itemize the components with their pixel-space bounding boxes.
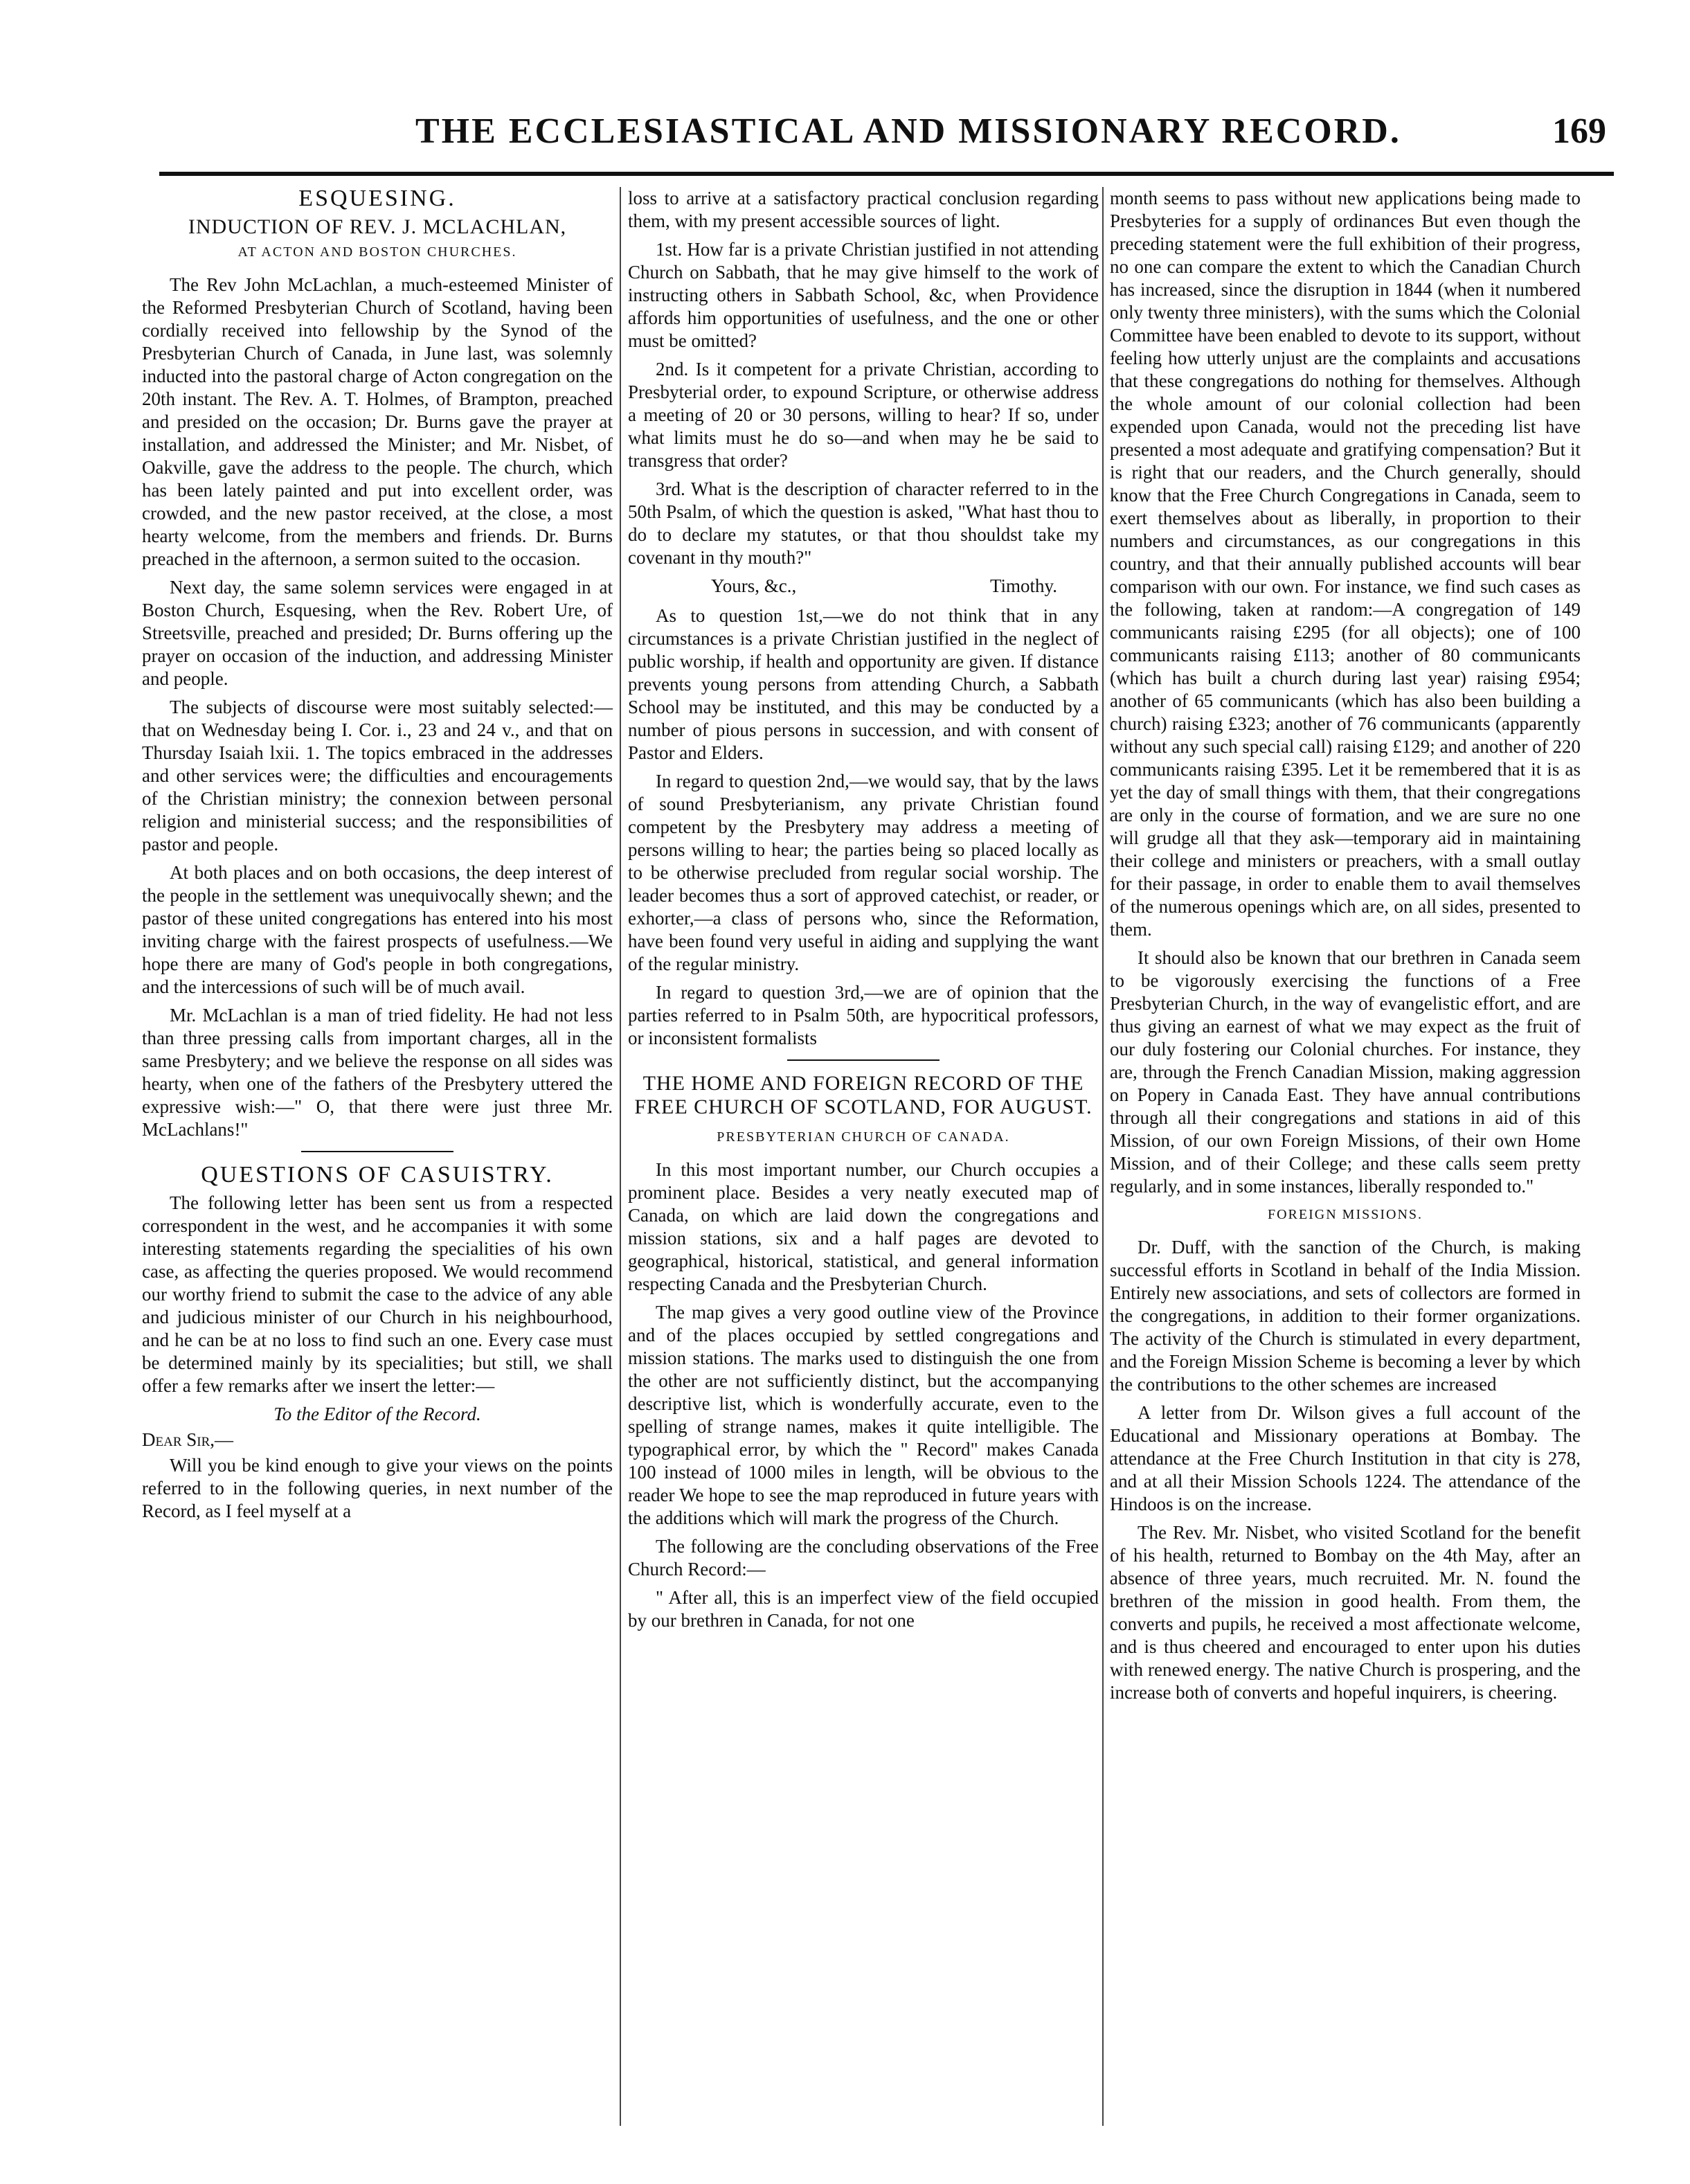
article-subheading-foreign-missions: FOREIGN MISSIONS. xyxy=(1267,1207,1423,1222)
paragraph: Next day, the same solemn services were engaged in at Boston Church, Esquesing, when the Rev. Robert Ure, of Streetsville, preached and presided; Dr. Burns offering up the prayer on occasion of the induction, and addressing Minister and people. xyxy=(142,577,613,689)
signature-closing: Yours, &c., xyxy=(711,575,797,596)
paragraph: In this most important number, our Church occupies a prominent place. Besides a very neatly executed map of Canada, on which are laid down the congregations and mission stations, six and a half pages are devoted to geographical, historical, statistical, and general information respecting Canada and the Presbyterian Church. xyxy=(628,1159,1099,1294)
header-rule xyxy=(159,172,1614,176)
paragraph: Will you be kind enough to give your views on the points referred to in the following queries, in next number of the Record, as I feel myself at a xyxy=(142,1455,613,1521)
paragraph: It should also be known that our brethren in Canada seem to be vigorously exercising the functions of a Free Presbyterian Church, in the way of evangelistic effort, and are thus giving an earnest of what we may expect as the fruit of our duly fostering our Colonial churches. For instance, they are, through the French Canadian Mission, making aggression on Popery in Canada East. They have annual contributions through all their congregations and stations in aid of this Mission, of our own Foreign Missions, of their own Home Mission, and of their College; and these calls seem pretty regularly, and in some instances, liberally responded to." xyxy=(1110,947,1581,1197)
paragraph: In regard to question 3rd,—we are of opinion that the parties referred to in Psalm 50th, are hypocritical professors, or inconsistent formalists xyxy=(628,982,1099,1048)
section-title-casuistry: QUESTIONS OF CASUISTRY. xyxy=(201,1162,554,1188)
letter-heading: To the Editor of the Record. xyxy=(273,1404,481,1424)
article-subheading: PRESBYTERIAN CHURCH OF CANADA. xyxy=(717,1129,1010,1145)
masthead xyxy=(415,111,1606,166)
page-title: THE ECCLESIASTICAL AND MISSIONARY RECORD. xyxy=(415,111,1401,151)
column-1 xyxy=(142,187,613,1528)
paragraph: Mr. McLachlan is a man of tried fidelity. He had not less than three pressing calls from important charges, all in the same Presbytery; and we believe the response on all sides was hearty, when one of the fathers of the Presbytery uttered the expressive wish:—" O, that there were just three Mr. McLachlans!" xyxy=(142,1005,613,1140)
page-number: 169 xyxy=(1552,111,1606,151)
column-divider xyxy=(620,187,621,2126)
paragraph: The Rev John McLachlan, a much-esteemed Minister of the Reformed Presbyterian Church of Scotland, having been cordially received into fellowship by the Synod of the Presbyterian Church of Canada, in June last, was solemnly inducted into the pastoral charge of Acton congregation on the 20th instant. The Rev. A. T. Holmes, of Brampton, preached and presided on the occasion; Dr. Burns gave the prayer at installation, and addressed the Minister; and Mr. Nisbet, of Oakville, gave the address to the people. The church, which has been lately painted and put into excellent order, was crowded, and the new pastor received, at the close, a most hearty welcome, from the members and friends. Dr. Burns preached in the afternoon, a sermon suited to the occasion. xyxy=(142,274,613,569)
paragraph: The map gives a very good outline view of the Province and of the places occupied by settled congregations and mission stations. The marks used to distinguish the one from the other are not sufficiently distinct, but the accompanying descriptive list, which is wonderfully accurate, even to the spelling of strange names, makes it quite intelligible. The typographical error, by which the " Record" makes Canada 100 instead of 1000 miles in length, will be obvious to the reader We hope to see the map reproduced in future years with the additions which will mark the progress of the Church. xyxy=(628,1302,1099,1528)
column-divider xyxy=(1102,187,1104,2126)
article-heading-induction: INDUCTION OF REV. J. MCLACHLAN, xyxy=(188,215,567,238)
paragraph: A letter from Dr. Wilson gives a full account of the Educational and Missionary operations at Bombay. The attendance at the Free Church Institution in that city is 278, and at all their Mission Schools 1224. The attendance of the Hindoos is on the increase. xyxy=(1110,1402,1581,1514)
paragraph: 1st. How far is a private Christian justified in not attending Church on Sabbath, that he may give himself to the work of instructing others in Sabbath School, &c, when Providence affords him opportunities of usefulness, and the one or other must be omitted? xyxy=(628,239,1099,351)
signature-name: Timothy. xyxy=(989,575,1057,596)
paragraph: At both places and on both occasions, the deep interest of the people in the settlement was unequivocally shewn; and the pastor of these united congregations has entered into his most inviting charge with the fairest prospects of usefulness.—We hope there are many of God's people in both congregations, and the intercessions of such will be of much avail. xyxy=(142,862,613,997)
paragraph: The following letter has been sent us from a respected correspondent in the west, and he accompanies it with some interesting statements regarding the specialities of his own case, as affecting the queries proposed. We would recommend our worthy friend to submit the case to the advice of any able and judicious minister of our Church in his neighbourhood, and he can be at no loss to find such an one. Every case must be determined mainly by its specialities; but still, we shall offer a few remarks after we insert the letter:— xyxy=(142,1192,613,1396)
letter-salutation: Dear Sir,— xyxy=(142,1429,234,1450)
column-2 xyxy=(628,187,1099,1638)
paragraph: month seems to pass without new applications being made to Presbyteries for a supply of ordinances But even though the preceding statement were the full exhibition of their progress, no one can compare the extent to which the Canadian Church has increased, since the disruption in 1844 (when it numbered only twenty three ministers), with the sums which the Colonial Committee have been enabled to devote to its support, without feeling how utterly unjust are the complaints and accusations that these congregations do nothing for themselves. Although the whole amount of our colonial collection had been expended upon Canada, would not the preceding list have presented a most adequate and gratifying compensation? But it is right that our readers, and the Church generally, should know that the Free Church Congregations in Canada, seem to exert themselves about as liberally, in proportion to their numbers and circumstances, as our congregations in this country, and that their annually published accounts will bear comparison with our own. For instance, we find such cases as the following, taken at random:—A congregation of 149 communicants raising £295 (for all objects); one of 100 communicants raising £113; another of 80 communicants (which has built a church during last year) raising £954; another of 65 communicants (which has also been building a church) raising £323; another of 76 communicants (apparently without any such special call) raising £129; and another of 220 communicants raising £395. Let it be remembered that it is as yet the day of small things with them, that their congregations are only in the course of formation, and we are sure no one will grudge all that they ask—temporary aid in maintaining their college and ministers or preachers, with a small outlay for their passage, in order to enable them to avail themselves of the numerous openings which are, on all sides, presented to them. xyxy=(1110,188,1581,940)
letter-signature xyxy=(628,575,1099,598)
paragraph: 2nd. Is it competent for a private Christian, according to Presbyterial order, to expound Scripture, or otherwise address a meeting of 20 or 30 persons, willing to hear? If so, under what limits must he do so—and when may he be said to transgress that order? xyxy=(628,359,1099,471)
section-title-home-foreign-record: THE HOME AND FOREIGN RECORD OF THE FREE CHURCH OF SCOTLAND, FOR AUGUST. xyxy=(634,1072,1093,1118)
paragraph: " After all, this is an imperfect view of the field occupied by our brethren in Canada, for not one xyxy=(628,1587,1099,1631)
separator-rule xyxy=(301,1151,453,1152)
paragraph: The following are the concluding observations of the Free Church Record:— xyxy=(628,1536,1099,1579)
paragraph: Dr. Duff, with the sanction of the Church, is making successful efforts in Scotland in behalf of the India Mission. Entirely new associations, and sets of collectors are formed in the congregations, in addition to their former organizations. The activity of the Church is stimulated in every department, and the Foreign Mission Scheme is becoming a lever by which the contributions to the other schemes are increased xyxy=(1110,1237,1581,1395)
paragraph: In regard to question 2nd,—we would say, that by the laws of sound Presbyterianism, any private Christian found competent by the Presbytery may address a meeting of persons willing to hear; the parties being so placed locally as to be otherwise precluded from regular social worship. The leader becomes thus a sort of approved catechist, or reader, or exhorter,—a class of persons who, since the Reformation, have been found very useful in aiding and supplying the want of the regular ministry. xyxy=(628,771,1099,974)
paragraph: loss to arrive at a satisfactory practical conclusion regarding them, with my present accessible sources of light. xyxy=(628,188,1099,231)
paragraph: 3rd. What is the description of character referred to in the 50th Psalm, of which the question is asked, "What hast thou to do to declare my statutes, or that thou shouldst take my covenant in thy mouth?" xyxy=(628,478,1099,568)
paragraph: As to question 1st,—we do not think that in any circumstances is a private Christian justified in the neglect of public worship, if health and opportunity are given. If distance prevents young persons from attending Church, a Sabbath School may be instituted, and this may be conducted by a number of pious persons in succession, and with consent of Pastor and Elders. xyxy=(628,605,1099,763)
separator-rule xyxy=(787,1059,940,1061)
paragraph: The Rev. Mr. Nisbet, who visited Scotland for the benefit of his health, returned to Bombay on the 4th May, after an absence of three years, much recruited. Mr. N. found the brethren of the mission in good health. From them, the converts and pupils, he received a most affectionate welcome, and is thus cheered and encouraged to enter upon his duties with renewed energy. The native Church is prospering, and the increase both of converts and hopeful inquirers, is cheering. xyxy=(1110,1522,1581,1703)
column-3 xyxy=(1110,187,1581,1710)
section-title-esquesing: ESQUESING. xyxy=(298,186,456,211)
article-subheading: AT ACTON AND BOSTON CHURCHES. xyxy=(237,244,517,260)
paragraph: The subjects of discourse were most suitably selected:—that on Wednesday being I. Cor. i., 23 and 24 v., and that on Thursday Isaiah lxii. 1. The topics embraced in the addresses and other services were; the difficulties and encouragements of the Christian ministry; the connexion between personal religion and ministerial success; and the responsibilities of pastor and people. xyxy=(142,697,613,854)
